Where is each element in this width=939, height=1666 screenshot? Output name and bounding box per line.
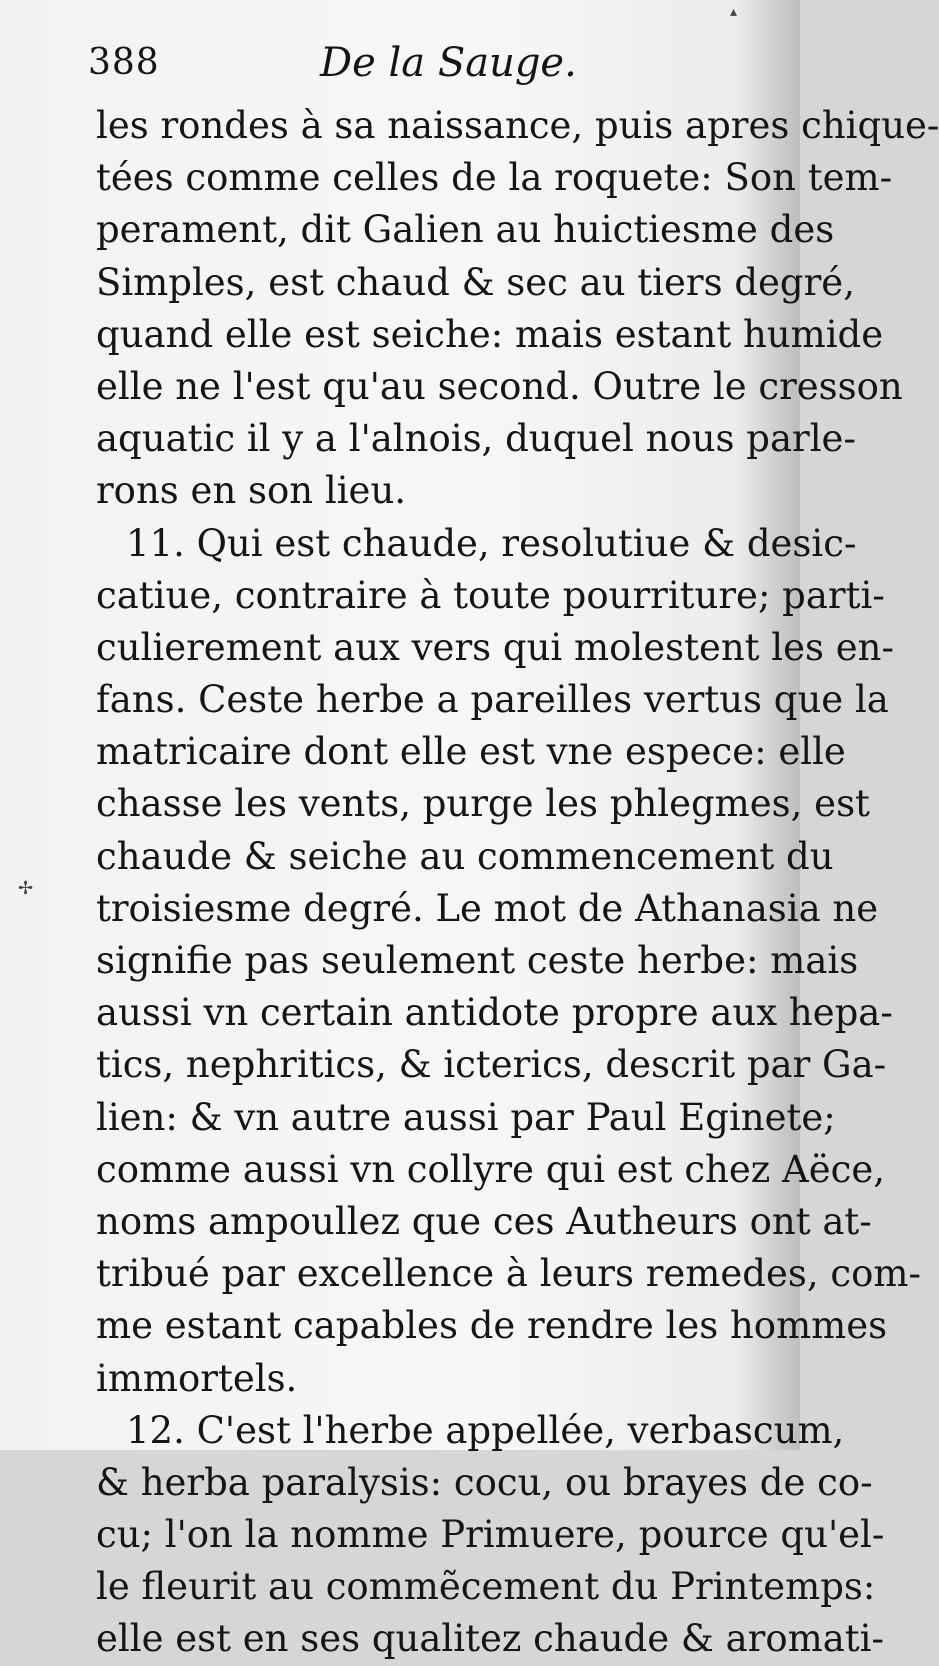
text-line: aussi vn certain antidote propre aux hepa- xyxy=(96,991,893,1035)
text-line: matricaire dont elle est vne espece: elle xyxy=(96,730,846,774)
text-line: elle est en ses qualitez chaude & aromati- xyxy=(96,1617,884,1661)
text-line: 11. Qui est chaude, resolutiue & desic- xyxy=(126,521,857,565)
text-line: troisiesme degré. Le mot de Athanasia ne xyxy=(96,886,879,930)
text-line: culierement aux vers qui molestent les en- xyxy=(96,625,895,669)
page-number: 388 xyxy=(88,42,160,83)
text-line: comme aussi vn collyre qui est chez Aëce, xyxy=(96,1147,886,1191)
text-line: aquatic il y a l'alnois, duquel nous parle- xyxy=(96,417,856,461)
text-line: perament, dit Galien au huictiesme des xyxy=(96,208,835,252)
ink-speck: ✢ xyxy=(18,878,34,899)
text-line: 12. C'est l'herbe appellée, verbascum, xyxy=(126,1408,845,1452)
text-line: noms ampoullez que ces Autheurs ont at- xyxy=(96,1199,872,1243)
text-line: fans. Ceste herbe a pareilles vertus que la xyxy=(96,678,889,722)
text-line: elle ne l'est qu'au second. Outre le cresson xyxy=(96,364,903,408)
text-line: catiue, contraire à toute pourriture; parti- xyxy=(96,573,885,617)
page-header xyxy=(88,40,728,100)
text-line: chaude & seiche au commencement du xyxy=(96,834,834,878)
text-line: les rondes à sa naissance, puis apres chique- xyxy=(96,104,939,147)
text-line: tribué par excellence à leurs remedes, com- xyxy=(96,1252,921,1296)
text-line: Simples, est chaud & sec au tiers degré, xyxy=(96,260,855,304)
text-line: tées comme celles de la roquete: Son tem- xyxy=(96,156,893,200)
text-line: cu; l'on la nomme Primuere, pource qu'el- xyxy=(96,1513,885,1557)
ink-speck: ▴ xyxy=(730,4,738,20)
text-line: le fleurit au commẽcement du Printemps: xyxy=(96,1565,876,1609)
text-line: quand elle est seiche: mais estant humide xyxy=(96,312,884,356)
running-title: De la Sauge. xyxy=(320,40,577,86)
text-line: lien: & vn autre aussi par Paul Eginete; xyxy=(96,1095,836,1139)
text-line: chasse les vents, purge les phlegmes, est xyxy=(96,782,870,826)
text-line: me estant capables de rendre les hommes xyxy=(96,1304,888,1348)
text-line: rons en son lieu. xyxy=(96,469,407,513)
text-line: signifie pas seulement ceste herbe: mais xyxy=(96,939,859,982)
text-line: tics, nephritics, & icterics, descrit par Ga- xyxy=(96,1043,887,1087)
text-line: immortels. xyxy=(96,1356,298,1400)
text-line: & herba paralysis: cocu, ou brayes de co- xyxy=(96,1460,873,1504)
body-text xyxy=(96,100,939,1666)
